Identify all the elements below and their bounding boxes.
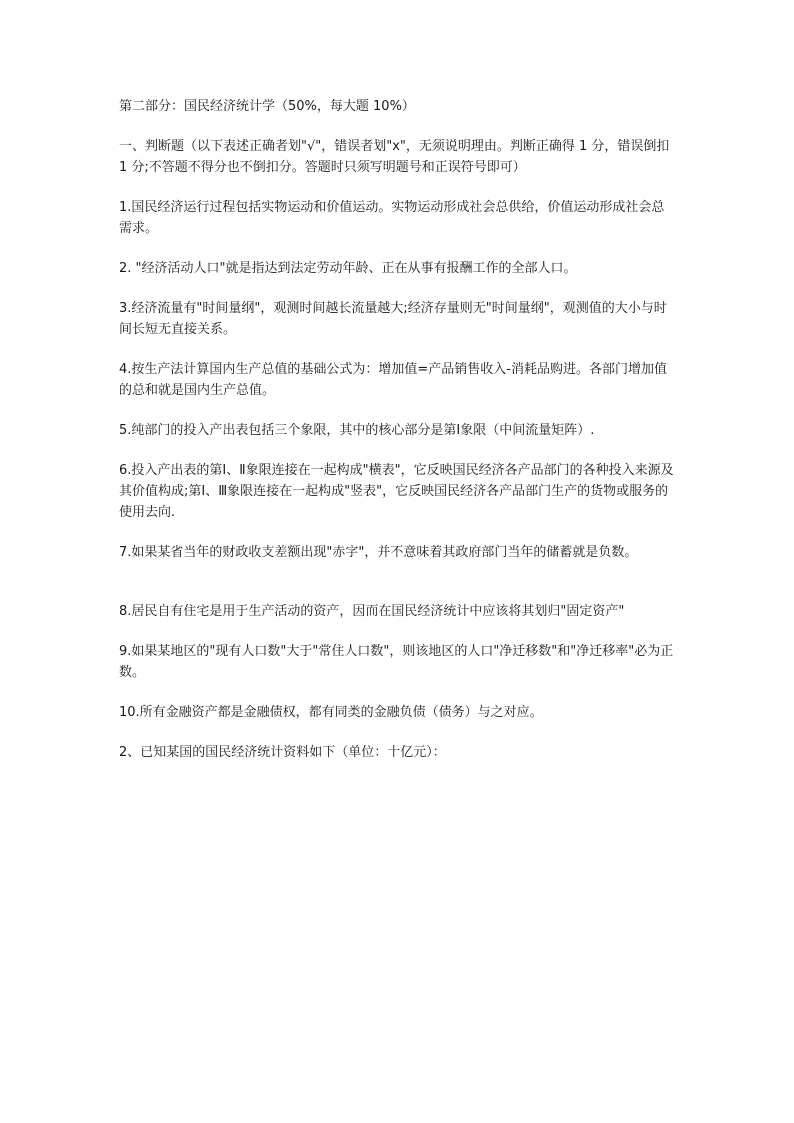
question-8: 8.居民自有住宅是用于生产活动的资产，因而在国民经济统计中应该将其划归"固定资产"	[119, 604, 625, 619]
question-5: 5.纯部门的投入产出表包括三个象限，其中的核心部分是第Ⅰ象限（中间流量矩阵）.	[119, 423, 595, 438]
question-2: 2. "经济活动人口"就是指达到法定劳动年龄、正在从事有报酬工作的全部人口。	[119, 261, 577, 276]
question-6: 6.投入产出表的第Ⅰ、Ⅱ象限连接在一起构成"横表"，它反映国民经济各产品部门的各种投入来源及其价值构成;第Ⅰ、Ⅲ象限连接在一起构成"竖表"，它反映国民经济各产品部门生产的货物或服务的使用去向.	[119, 463, 674, 520]
instructions-paragraph: 一、判断题（以下表述正确者划"√"，错误者划"x"，无须说明理由。判断正确得 1 分，错误倒扣 1 分;不答题不得分也不倒扣分。答题时只须写明题号和正误符号即可）	[119, 139, 670, 175]
question-7: 7.如果某省当年的财政收支差额出现"赤字"，并不意味着其政府部门当年的储蓄就是负数。	[119, 545, 638, 560]
question-1: 1.国民经济运行过程包括实物运动和价值运动。实物运动形成社会总供给，价值运动形成社会总需求。	[119, 200, 665, 236]
question-10: 10.所有金融资产都是金融债权，都有同类的金融负债（债务）与之对应。	[119, 705, 543, 720]
question-4: 4.按生产法计算国内生产总值的基础公式为：增加值=产品销售收入-消耗品购进。各部门增加值的总和就是国内生产总值。	[119, 362, 667, 398]
question-9: 9.如果某地区的"现有人口数"大于"常住人口数"，则该地区的人口"净迁移数"和"净迁移率"必为正数。	[119, 644, 674, 680]
section-title: 第二部分：国民经济统计学（50%，每大题 10%）	[119, 99, 415, 114]
document-body	[119, 96, 675, 763]
part2-heading: 2、已知某国的国民经济统计资料如下（单位：十亿元）：	[119, 745, 446, 760]
question-3: 3.经济流量有"时间量纲"，观测时间越长流量越大;经济存量则无"时间量纲"，观测值的大小与时间长短无直接关系。	[119, 301, 667, 337]
